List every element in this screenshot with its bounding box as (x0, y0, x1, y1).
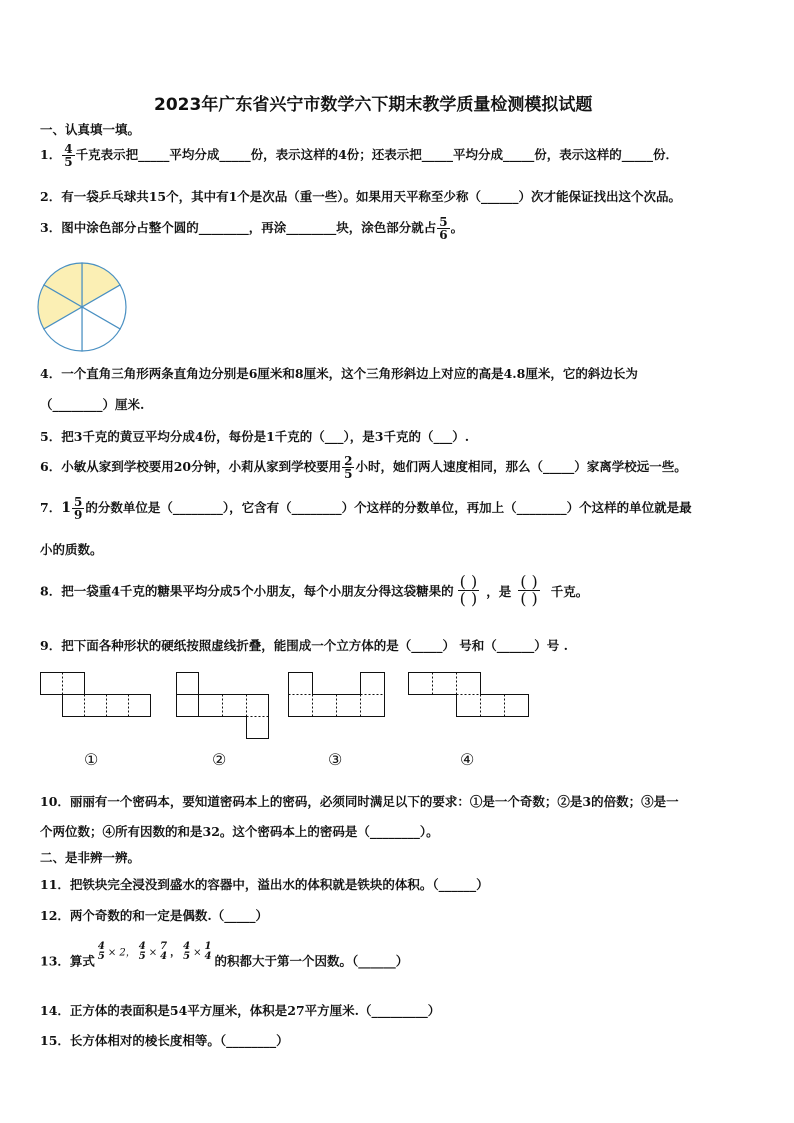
question-6-fraction: $\frac{2}{5}$ (344, 454, 353, 481)
question-8-blank-fraction-1: $\frac{( )}{( )}$ (459, 572, 478, 608)
section-heading-fill: 一、认真填一填。 (40, 122, 141, 137)
question-3-text: 3．图中涂色部分占整个圆的________，再涂________块，涂色部分就占 (40, 220, 437, 235)
q13-frac-1: 4 5 (97, 941, 105, 962)
net-label-4: ④ (460, 750, 475, 769)
cube-net-4 (408, 672, 532, 720)
q13-frac-4: 4 5 (183, 941, 191, 962)
question-3-fraction: $\frac{5}{6}$ (439, 215, 448, 242)
net-label-2: ② (212, 750, 227, 769)
cube-net-3 (288, 672, 388, 720)
question-10-line-2: 个两位数；④所有因数的和是32。这个密码本上的密码是（________）。 (40, 824, 439, 839)
question-2: 2．有一袋乒乓球共15个，其中有1个是次品（重一些）。如果用天平称至少称（______）次才能保证找出这个次品。 (40, 189, 682, 204)
q13-frac-5: 1 4 (204, 941, 212, 962)
question-7-line-1: 7．1 $\frac{5}{9}$ 的分数单位是（________），它含有（________）个这样的分数单位，再加上（________）个这样的单位就是最 (40, 495, 692, 522)
question-7-line-2: 小的质数。 (40, 542, 103, 557)
net-label-1: ① (84, 750, 99, 769)
circle-figure (36, 261, 128, 353)
question-5: 5．把3千克的黄豆平均分成4份，每份是1千克的（___），是3千克的（___）. (40, 429, 470, 444)
question-3: 3．图中涂色部分占整个圆的________，再涂________块，涂色部分就占 $\frac{5}{6}$ 。 (40, 215, 464, 242)
page-title: 2023年广东省兴宁市数学六下期末教学质量检测模拟试题 (154, 95, 593, 115)
question-15: 15．长方体相对的棱长度相等。（________） (40, 1033, 289, 1048)
question-6: 6．小敏从家到学校要用20分钟，小莉从家到学校要用 $\frac{2}{5}$ 小时，她们两人速度相同，那么（_____）家离学校远一些。 (40, 454, 687, 481)
cube-net-1 (40, 672, 152, 718)
question-1-fraction: $\frac{4}{5}$ (64, 142, 73, 169)
net-label-3: ③ (328, 750, 343, 769)
question-14: 14．正方体的表面积是54平方厘米，体积是27平方厘米.（_________） (40, 1003, 441, 1018)
cube-net-2 (176, 672, 272, 740)
question-8-blank-fraction-2: $\frac{( )}{( )}$ (520, 572, 538, 608)
question-7-mixed-whole: 1 (61, 500, 71, 516)
question-7-fraction: $\frac{5}{9}$ (73, 495, 83, 522)
question-1-text: 千克表示把_____平均分成_____份，表示这样的4份；还表示把_____平均分成_____份，表示这样的_____份． (75, 147, 679, 162)
question-13: 13．算式 4 5 × 2， 4 5 × 7 4 ， 4 5 × 1 4 的积都大于第一个因数。（______） (40, 941, 409, 969)
q13-frac-3: 7 4 (160, 941, 168, 962)
section-heading-judge: 二、是非辨一辨。 (40, 850, 141, 865)
question-1-number: 1． (40, 147, 62, 162)
question-4-line-2: （________）厘米. (40, 397, 145, 412)
question-9: 9．把下面各种形状的硬纸按照虚线折叠，能围成一个立方体的是（_____） 号和（______）号 . (40, 638, 569, 653)
question-10-line-1: 10．丽丽有一个密码本，要知道密码本上的密码，必须同时满足以下的要求：①是一个奇数；②是3的倍数；③是一 (40, 794, 679, 809)
question-12: 12．两个奇数的和一定是偶数.（_____） (40, 908, 268, 923)
q13-frac-2: 4 5 (138, 941, 146, 962)
question-4-line-1: 4．一个直角三角形两条直角边分别是6厘米和8厘米，这个三角形斜边上对应的高是4.8厘米，它的斜边长为 (40, 366, 638, 381)
question-11: 11．把铁块完全浸没到盛水的容器中，溢出水的体积就是铁块的体积。（______） (40, 877, 489, 892)
question-8: 8．把一袋重4千克的糖果平均分成5个小朋友，每个小朋友分得这袋糖果的 $\frac{( )}{( )}$ ，是 $\frac{( )}{( )}$ 千克。 (40, 572, 589, 608)
question-1 (40, 143, 678, 168)
